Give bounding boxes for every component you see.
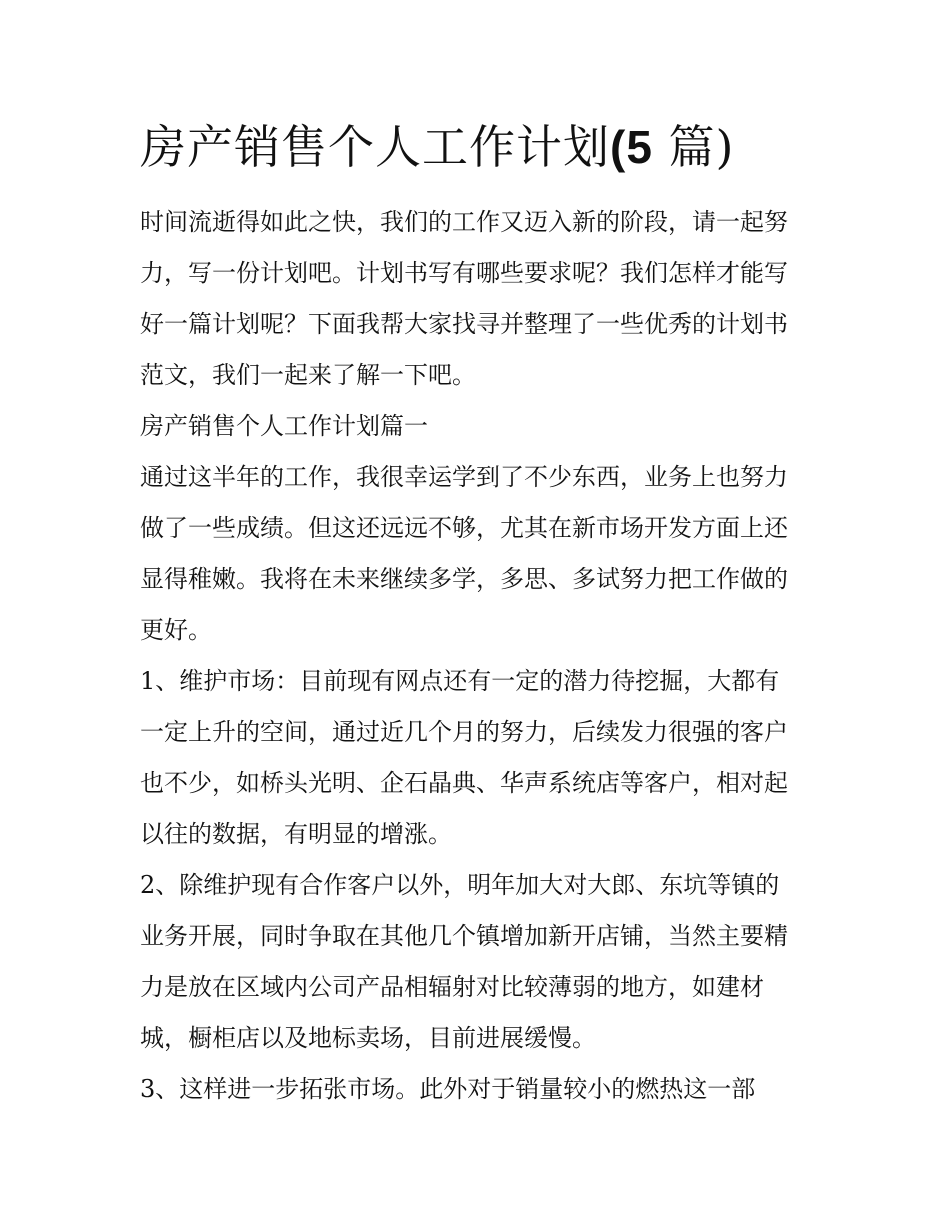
text-line: 通过这半年的工作，我很幸运学到了不少东西，业务上也努力 [140,463,788,491]
text-line: 做了一些成绩。但这还远远不够，尤其在新市场开发方面上还 [140,514,788,542]
text-line: 以往的数据，有明显的增涨。 [140,820,452,848]
list-item-line: 2、除维护现有合作客户以外，明年加大对大郎、东坑等镇的 [140,871,780,899]
text-line: 力，写一份计划吧。计划书写有哪些要求呢？我们怎样才能写 [140,259,788,287]
text-line: 城，橱柜店以及地标卖场，目前进展缓慢。 [140,1024,596,1052]
title-number: (5 [610,121,653,173]
title-suffix: 篇) [652,120,735,174]
text-line: 范文，我们一起来了解一下吧。 [140,361,476,389]
title-text: 房产销售个人工作计划 [140,120,610,174]
text-line: 好一篇计划呢？下面我帮大家找寻并整理了一些优秀的计划书 [140,310,788,338]
text-line: 更好。 [140,616,212,644]
list-item-line: 1、维护市场：目前现有网点还有一定的潜力待挖掘，大都有 [140,667,780,695]
text-line: 业务开展，同时争取在其他几个镇增加新开店铺，当然主要精 [140,922,788,950]
text-line: 时间流逝得如此之快，我们的工作又迈入新的阶段，请一起努 [140,208,788,236]
text-line: 一定上升的空间，通过近几个月的努力，后续发力很强的客户 [140,718,788,746]
text-line: 显得稚嫩。我将在未来继续多学，多思、多试努力把工作做的 [140,565,788,593]
section-heading: 房产销售个人工作计划篇一 [140,412,428,440]
list-item-line: 3、这样进一步拓张市场。此外对于销量较小的燃热这一部 [140,1075,756,1103]
document-body [140,197,820,1115]
text-line: 也不少，如桥头光明、企石晶典、华声系统店等客户，相对起 [140,769,788,797]
document-title [140,112,840,182]
text-line: 力是放在区域内公司产品相辐射对比较薄弱的地方，如建材 [140,973,764,1001]
